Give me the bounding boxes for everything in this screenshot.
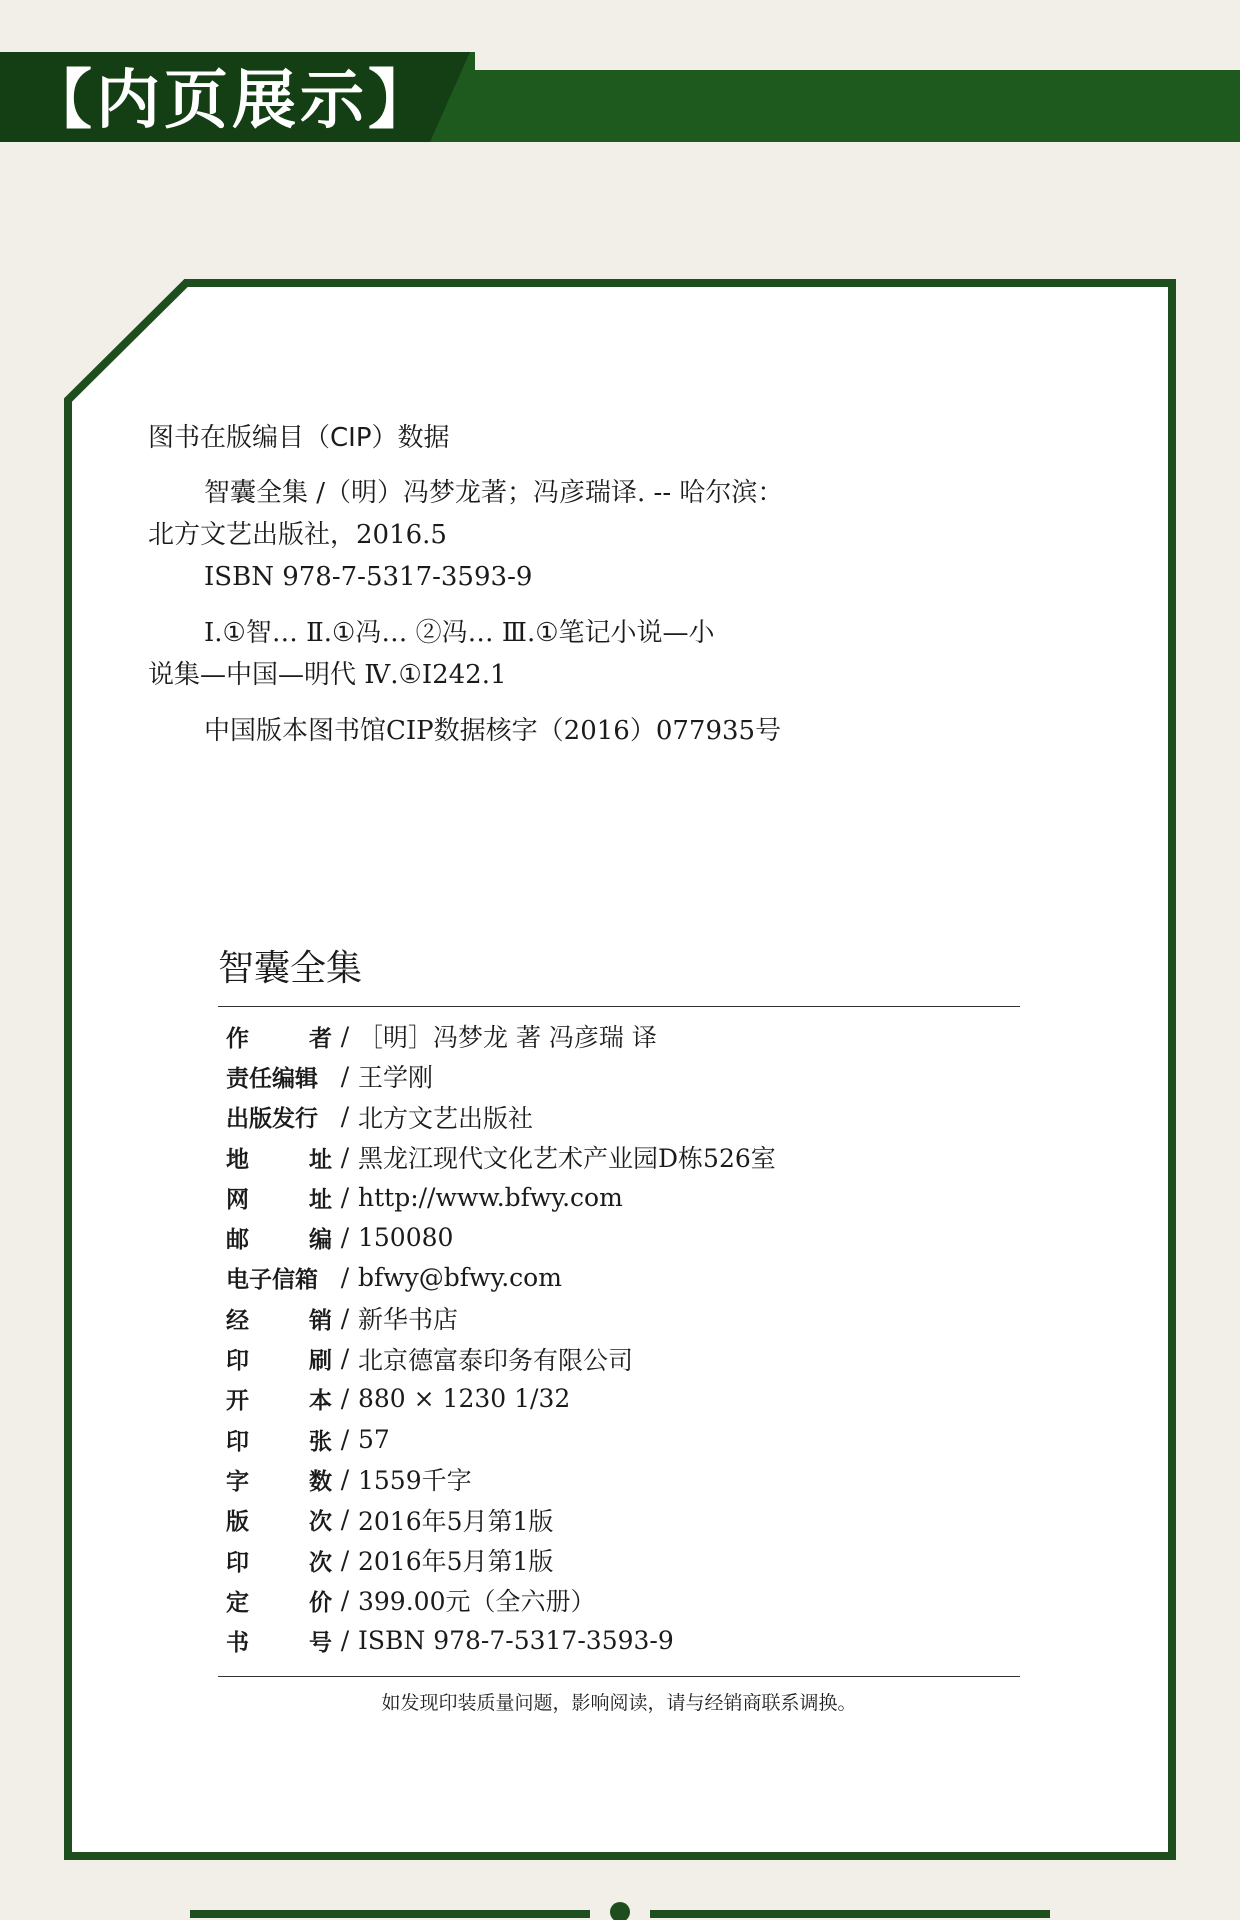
info-label-part: 邮 (226, 1227, 249, 1254)
info-label (226, 1261, 332, 1294)
info-value: 黑龙江现代文化艺术产业园D栋526室 (358, 1144, 776, 1174)
info-value: 北京德富泰印务有限公司 (358, 1345, 634, 1375)
divider-top (218, 1006, 1020, 1007)
info-label-part: 出版发行 (226, 1106, 318, 1133)
banner-title: 【内页展示】 (28, 63, 436, 138)
publication-info-list (226, 1016, 1006, 1661)
info-label (226, 1503, 332, 1536)
info-label-part: 张 (309, 1428, 332, 1455)
info-label-part: 网 (226, 1186, 249, 1213)
info-separator: / (340, 1626, 350, 1656)
info-row (226, 1177, 1006, 1217)
info-separator: / (340, 1263, 350, 1293)
info-separator: / (340, 1223, 350, 1253)
info-label-part: 号 (309, 1630, 332, 1657)
info-label (226, 1342, 332, 1375)
info-label-part: 印 (226, 1428, 249, 1455)
info-separator: / (340, 1464, 350, 1494)
info-label-part: 定 (226, 1589, 249, 1616)
cip-line: 中国版本图书馆CIP数据核字（2016）077935号 (204, 716, 782, 746)
info-separator: / (340, 1021, 350, 1051)
info-separator: / (340, 1344, 350, 1374)
info-label (226, 1141, 332, 1174)
cip-heading: 图书在版编目（CIP）数据 (148, 423, 450, 453)
info-separator: / (340, 1424, 350, 1454)
cip-line: 智囊全集 /（明）冯梦龙著；冯彦瑞译. -- 哈尔滨： (204, 478, 784, 508)
info-label-part: 址 (309, 1186, 332, 1213)
info-value: http://www.bfwy.com (358, 1182, 623, 1212)
info-label-part: 本 (309, 1388, 332, 1415)
info-label-part: 编 (309, 1227, 332, 1254)
info-label-part: 价 (309, 1589, 332, 1616)
cip-line: 北方文艺出版社，2016.5 (148, 520, 447, 550)
info-label (226, 1221, 332, 1254)
info-separator: / (340, 1303, 350, 1333)
info-label-part: 电子信箱 (226, 1267, 318, 1294)
info-separator: / (340, 1545, 350, 1575)
info-label (226, 1302, 332, 1335)
info-label-part: 字 (226, 1468, 249, 1495)
quality-notice: 如发现印装质量问题，影响阅读，请与经销商联系调换。 (381, 1692, 857, 1714)
info-row (226, 1258, 1006, 1298)
info-separator: / (340, 1585, 350, 1615)
info-row (226, 1056, 1006, 1096)
info-value: 2016年5月第1版 (358, 1547, 554, 1576)
info-label-part: 者 (309, 1025, 332, 1052)
info-label-part: 书 (226, 1630, 249, 1657)
info-row (226, 1217, 1006, 1257)
info-row (226, 1419, 1006, 1459)
info-row (226, 1580, 1006, 1620)
info-label-part: 销 (309, 1307, 332, 1334)
info-separator: / (340, 1182, 350, 1212)
info-row (226, 1379, 1006, 1419)
info-value: 2016年5月第1版 (358, 1506, 554, 1536)
cip-line: ISBN 978-7-5317-3593-9 (204, 562, 533, 592)
info-row (226, 1097, 1006, 1137)
info-label (226, 1020, 332, 1053)
info-label (226, 1624, 332, 1657)
info-row (226, 1500, 1006, 1540)
info-row (226, 1298, 1006, 1338)
info-value: 880 × 1230 1/32 (358, 1384, 571, 1414)
info-row (226, 1540, 1006, 1580)
info-label-part: 印 (226, 1348, 249, 1375)
info-row (226, 1137, 1006, 1177)
info-label-part: 印 (226, 1549, 249, 1576)
bottom-ornament (0, 1880, 1240, 1920)
info-row (226, 1338, 1006, 1378)
info-value: 新华书店 (358, 1305, 459, 1335)
info-label-part: 经 (226, 1307, 249, 1334)
info-value: 399.00元（全六册） (358, 1587, 596, 1617)
info-row (226, 1016, 1006, 1056)
info-label-part: 刷 (309, 1348, 332, 1375)
info-label (226, 1544, 332, 1577)
info-value: bfwy@bfwy.com (358, 1263, 562, 1293)
info-row (226, 1459, 1006, 1499)
info-value: 北方文艺出版社 (358, 1103, 534, 1133)
info-value: 王学刚 (358, 1063, 434, 1093)
book-title: 智囊全集 (218, 948, 363, 989)
info-label-part: 数 (309, 1468, 332, 1495)
info-label (226, 1584, 332, 1617)
cip-line: Ⅰ.①智… Ⅱ.①冯… ②冯… Ⅲ.①笔记小说—小 (204, 618, 715, 648)
info-label (226, 1423, 332, 1456)
info-value: ISBN 978-7-5317-3593-9 (358, 1626, 674, 1656)
info-label-part: 地 (226, 1146, 249, 1173)
info-label (226, 1463, 332, 1496)
info-label-part: 作 (226, 1025, 249, 1052)
info-value: ［明］冯梦龙 著 冯彦瑞 译 (358, 1023, 657, 1053)
info-separator: / (340, 1102, 350, 1132)
info-label (226, 1382, 332, 1415)
info-separator: / (340, 1142, 350, 1172)
info-value: 150080 (358, 1223, 454, 1253)
info-label-part: 次 (309, 1509, 332, 1536)
info-row (226, 1620, 1006, 1660)
cip-block (148, 418, 948, 752)
info-label-part: 版 (226, 1509, 249, 1536)
info-separator: / (340, 1061, 350, 1091)
info-label-part: 开 (226, 1388, 249, 1415)
info-separator: / (340, 1505, 350, 1535)
info-separator: / (340, 1384, 350, 1414)
info-label (226, 1100, 332, 1133)
info-label (226, 1060, 332, 1093)
divider-bottom (218, 1676, 1020, 1677)
info-label (226, 1181, 332, 1214)
info-value: 57 (358, 1424, 390, 1454)
cip-line: 说集—中国—明代 Ⅳ.①I242.1 (148, 660, 507, 690)
info-label-part: 次 (309, 1549, 332, 1576)
info-label-part: 址 (309, 1146, 332, 1173)
info-value: 1559千字 (358, 1466, 472, 1496)
info-label-part: 责任编辑 (226, 1065, 318, 1092)
